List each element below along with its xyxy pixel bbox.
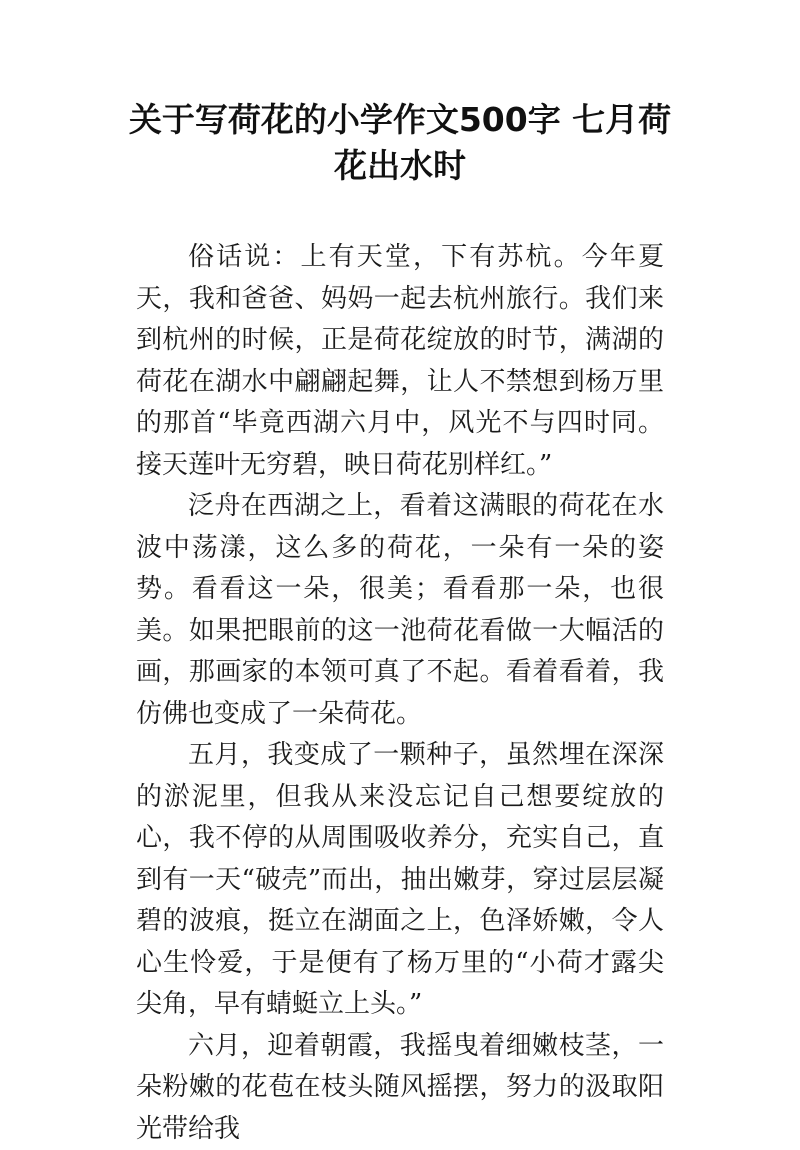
document-body — [136, 237, 664, 1150]
title-line-1: 关于写荷花的小学作文500字 七月荷 — [100, 97, 700, 143]
title-line-2: 花出水时 — [100, 143, 700, 189]
paragraph-4: 六月，迎着朝霞，我摇曳着细嫩枝茎，一朵粉嫩的花苞在枝头随风摇摆，努力的汲取阳光带给我 — [136, 1026, 664, 1150]
document-title — [100, 97, 700, 189]
paragraph-3: 五月，我变成了一颗种子，虽然埋在深深的淤泥里，但我从来没忘记自己想要绽放的心，我不停的从周围吸收养分，充实自己，直到有一天“破壳”而出，抽出嫩芽，穿过层层凝碧的波痕，挺立在湖面之上，色泽娇嫩，令人心生怜爱，于是便有了杨万里的“小荷才露尖尖角，早有蜻蜓立上头。” — [136, 735, 664, 1026]
paragraph-2: 泛舟在西湖之上，看着这满眼的荷花在水波中荡漾，这么多的荷花，一朵有一朵的姿势。看看这一朵，很美；看看那一朵，也很美。如果把眼前的这一池荷花看做一大幅活的画，那画家的本领可真了不起。看着看着，我仿佛也变成了一朵荷花。 — [136, 486, 664, 735]
paragraph-1: 俗话说：上有天堂，下有苏杭。今年夏天，我和爸爸、妈妈一起去杭州旅行。我们来到杭州的时候，正是荷花绽放的时节，满湖的荷花在湖水中翩翩起舞，让人不禁想到杨万里的那首“毕竟西湖六月中，风光不与四时同。接天莲叶无穷碧，映日荷花别样红。” — [136, 237, 664, 486]
